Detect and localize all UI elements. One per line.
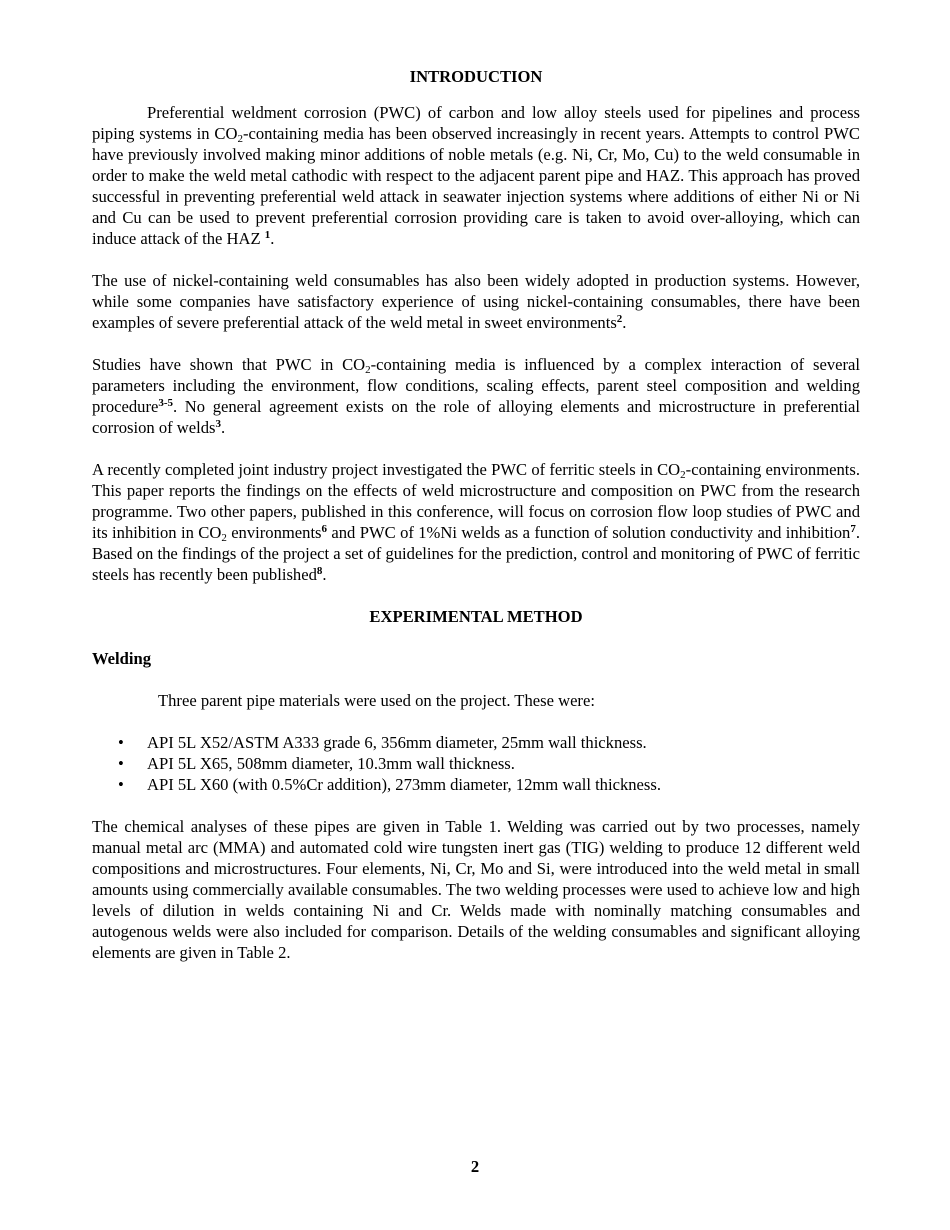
- text-run: -containing media has been observed increasingly in recent years. Attempts to control PWC have previously involved making minor additions of noble metals (e.g. Ni, Cr, Mo, Cu) to the weld consumable in order to make the weld metal cathodic with respect to the adjacent parent pipe and HAZ. This approach has proved successful in preventing preferential weld attack in seawater injection systems where additions of either Ni or Ni and Cu can be used to prevent preferential corrosion providing care is taken to avoid over-alloying, which can induce attack of the HAZ: [92, 124, 860, 248]
- reference-superscript: 8: [316, 565, 323, 577]
- reference-superscript: 7: [850, 523, 856, 535]
- bullet-icon: •: [118, 754, 124, 773]
- reference-superscript: 2: [616, 313, 623, 325]
- document-page: [92, 66, 860, 963]
- text-run: and PWC of 1%Ni welds as a function of solution conductivity and inhibition: [327, 523, 851, 542]
- intro-paragraph-1: [92, 102, 860, 249]
- bullet-icon: •: [118, 775, 124, 794]
- page-number: 2: [470, 1157, 480, 1176]
- pipe-materials-list: [92, 732, 860, 795]
- text-run: .: [270, 229, 275, 248]
- intro-paragraph-2: [92, 270, 860, 333]
- subscript: 2: [221, 532, 227, 544]
- pipe-materials-intro: Three parent pipe materials were used on the project. These were:: [158, 691, 595, 710]
- text-run: The use of nickel-containing weld consumables has also been widely adopted in production systems. However, while some companies have satisfactory experience of using nickel-containing consumables, there have been examples of severe preferential attack of the weld metal in sweet environments: [92, 271, 860, 332]
- reference-superscript: 1: [264, 229, 271, 241]
- reference-superscript: 6: [321, 523, 328, 535]
- list-item-text: API 5L X60 (with 0.5%Cr addition), 273mm diameter, 12mm wall thickness.: [147, 775, 661, 794]
- text-run: -containing environments. This paper reports the findings on the effects of weld microstructure and composition on PWC from the research programme. Two other papers, published in this conference, will focus on corrosion flow loop studies of PWC and its inhibition in CO: [92, 460, 860, 542]
- intro-paragraph-4: [92, 459, 860, 585]
- text-run: A recently completed joint industry project investigated the PWC of ferritic steels in CO: [92, 460, 681, 479]
- subscript: 2: [680, 469, 686, 481]
- text-run: .: [322, 565, 327, 584]
- text-run: . Based on the findings of the project a set of guidelines for the prediction, control and monitoring of PWC of ferritic steels has recently been published: [92, 523, 860, 584]
- list-item: [92, 753, 860, 774]
- text-run: Studies have shown that PWC in CO: [92, 355, 366, 374]
- list-item: [92, 774, 860, 795]
- text-run: .: [221, 418, 226, 437]
- list-item-text: API 5L X65, 508mm diameter, 10.3mm wall thickness.: [147, 754, 515, 773]
- text-run: Preferential weldment corrosion (PWC) of carbon and low alloy steels used for pipelines and process piping systems in CO: [92, 103, 860, 143]
- welding-paragraph: The chemical analyses of these pipes are given in Table 1. Welding was carried out by two processes, namely manual metal arc (MMA) and automated cold wire tungsten inert gas (TIG) welding to produce 12 different weld compositions and microstructures. Four elements, Ni, Cr, Mo and Si, were introduced into the weld metal in small amounts using commercially available consumables. The two welding processes were used to achieve low and high levels of dilution in welds containing Ni and Cr. Welds made with nominally matching consumables and autogenous welds were also included for comparison. Details of the welding consumables and significant alloying elements are given in Table 2.: [92, 817, 860, 962]
- list-item: [92, 732, 860, 753]
- bullet-icon: •: [118, 733, 124, 752]
- experimental-method-heading: EXPERIMENTAL METHOD: [369, 607, 583, 626]
- text-run: .: [622, 313, 627, 332]
- intro-paragraph-3: [92, 354, 860, 438]
- text-run: environments: [226, 523, 322, 542]
- text-run: . No general agreement exists on the role of alloying elements and microstructure in preferential corrosion of welds: [92, 397, 860, 437]
- subscript: 2: [365, 364, 371, 376]
- list-item-text: API 5L X52/ASTM A333 grade 6, 356mm diameter, 25mm wall thickness.: [147, 733, 647, 752]
- text-run: -containing media is influenced by a complex interaction of several parameters including the environment, flow conditions, scaling effects, parent steel composition and welding procedure: [92, 355, 860, 416]
- subscript: 2: [237, 133, 243, 145]
- reference-superscript: 3: [215, 418, 222, 430]
- reference-superscript: 3-5: [158, 397, 174, 409]
- introduction-heading: INTRODUCTION: [409, 67, 543, 86]
- welding-subheading: Welding: [92, 649, 152, 668]
